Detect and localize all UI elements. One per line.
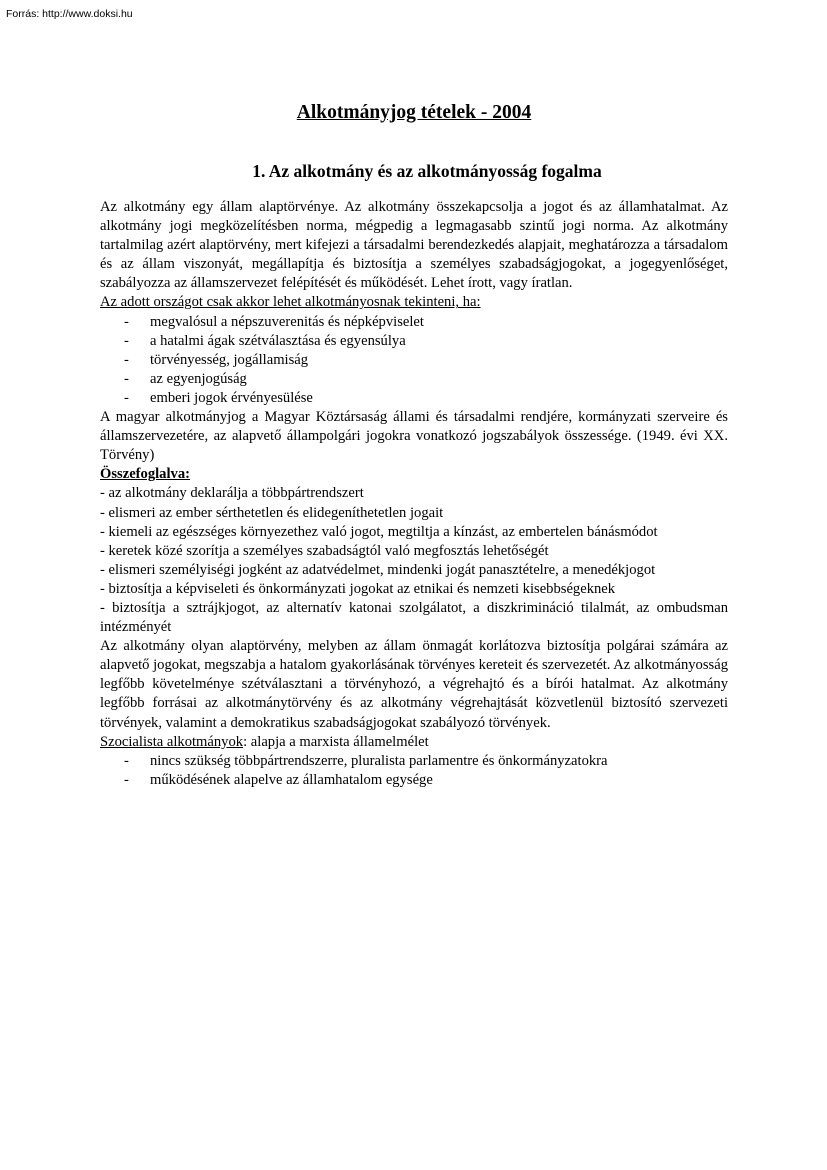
list-item: - törvényesség, jogállamiság (100, 351, 728, 370)
list-item: - a hatalmi ágak szétválasztása és egyensúlya (100, 332, 728, 351)
dash-bullet: - (124, 351, 129, 368)
socialist-label: Szocialista alkotmányok (100, 733, 244, 750)
document-body (100, 198, 728, 790)
source-label: Forrás: http://www.doksi.hu (6, 8, 133, 20)
document-title: Alkotmányjog tételek - 2004 (296, 102, 532, 123)
condition-list (100, 313, 728, 408)
socialist-list (100, 752, 728, 790)
summary-heading-text: Összefoglalva: (100, 466, 190, 483)
intro-paragraph: Az alkotmány egy állam alaptörvénye. Az alkotmány összekapcsolja a jogot és az államhatalmat. Az alkotmány jogi megközelítésben norma, mégpedig a legmagasabb szintű jogi norma. Az alkotmány tartalmilag azért alaptörvény, mert kifejezi a társadalmi berendezkedés alapjait, meghatározza a társadalom és az állam viszonyát, megállapítja és biztosítja a személyes szabadságjogokat, a jogegyenlőséget, szabályozza az államszervezet felépítését és működését. Lehet írott, vagy íratlan. (100, 199, 728, 292)
summary-item: - kiemeli az egészséges környezethez való jogot, megtiltja a kínzást, az embertelen bánásmódot (100, 523, 658, 540)
list-item: - az egyenjogúság (100, 370, 728, 389)
socialist-heading (100, 733, 728, 752)
summary-item: - keretek közé szorítja a személyes szabadságtól való megfosztás lehetőségét (100, 542, 549, 559)
list-item: - emberi jogok érvényesülése (100, 389, 728, 408)
list-item: - működésének alapelve az államhatalom egysége (100, 771, 728, 790)
summary-item: - az alkotmány deklarálja a többpártrendszert (100, 485, 364, 502)
hungarian-paragraph: A magyar alkotmányjog a Magyar Köztársaság állami és társadalmi rendjére, kormányzati szerveire és államszervezetére, az alapvető állampolgári jogokra vonatkozó jogszabályok összessége. (1949. évi XX. Törvény) (100, 409, 728, 464)
dash-bullet: - (124, 771, 129, 788)
document-page (100, 100, 728, 790)
dash-bullet: - (124, 332, 129, 349)
dash-bullet: - (124, 389, 129, 406)
summary-item: - elismeri az ember sérthetetlen és elidegeníthetetlen jogait (100, 504, 444, 521)
socialist-rest: : alapja a marxista államelmélet (243, 733, 429, 750)
dash-bullet: - (124, 752, 129, 769)
section-title: 1. Az alkotmány és az alkotmányosság fogalma (252, 161, 602, 181)
summary-heading (100, 465, 728, 484)
closing-paragraph: Az alkotmány olyan alaptörvény, melyben az állam önmagát korlátozva biztosítja polgárai számára az alapvető jogokat, megszabja a hatalom gyakorlásának törvényes kereteit és szervezetét. Az alkotmányosság legfőbb követelménye szétválasztani a törvényhozó, a végrehajtó és a bírói hatalmat. Az alkotmány legfőbb forrásai az alkotmánytörvény és az alkotmány végrehajtását közvetlenül biztosító szervezeti törvények, valamint a demokratikus szabadságjogokat szabályozó törvények. (100, 638, 728, 731)
list-item: - nincs szükség többpártrendszerre, pluralista parlamentre és önkormányzatokra (100, 752, 728, 771)
summary-item: - biztosítja a sztrájkjogot, az alternatív katonai szolgálatot, a diszkrimináció tilalmát, az ombudsman intézményét (100, 599, 728, 636)
summary-item: - biztosítja a képviseleti és önkormányzati jogokat az etnikai és nemzeti kisebbségeknek (100, 580, 616, 597)
condition-heading (100, 293, 728, 312)
dash-bullet: - (124, 370, 129, 387)
condition-heading-text: Az adott országot csak akkor lehet alkotmányosnak tekinteni, ha: (100, 294, 481, 311)
dash-bullet: - (124, 313, 129, 330)
summary-item: - elismeri személyiségi jogként az adatvédelmet, mindenki jogát panasztételre, a menedékjogot (100, 561, 656, 578)
list-item: - megvalósul a népszuverenitás és népképviselet (100, 313, 728, 332)
